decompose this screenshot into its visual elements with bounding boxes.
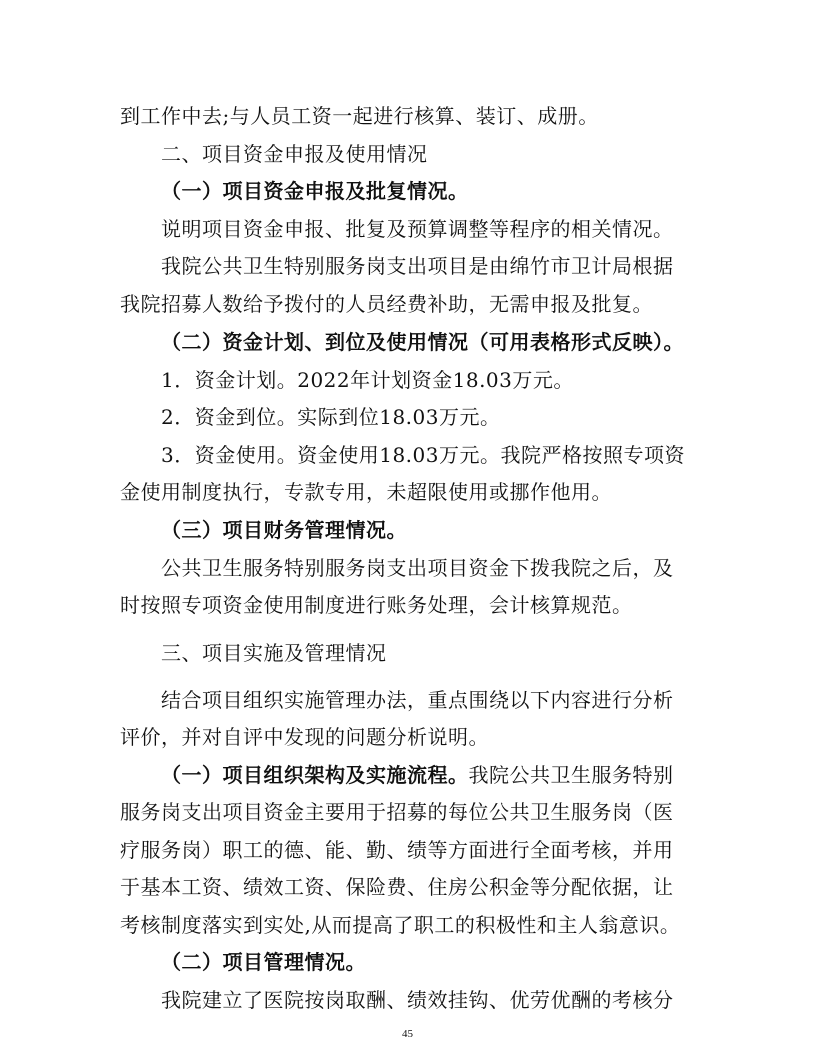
subsection-heading-4: （二）项目管理情况。	[161, 950, 366, 974]
paragraph-line: 我院招募人数给予拨付的人员经费补助，无需申报及批复。	[120, 292, 653, 316]
paragraph-line: 疗服务岗）职工的德、能、勤、绩等方面进行全面考核，并用	[120, 838, 674, 862]
subsection-heading-1: （一）项目资金申报及批复情况。	[161, 179, 469, 203]
section-heading-3: 三、项目实施及管理情况	[161, 641, 387, 665]
paragraph-line: 结合项目组织实施管理办法，重点围绕以下内容进行分析	[161, 688, 674, 712]
paragraph-line: 金使用制度执行，专款专用，未超限使用或挪作他用。	[120, 480, 612, 504]
paragraph-line: 服务岗支出项目资金主要用于招募的每位公共卫生服务岗（医	[120, 800, 674, 824]
paragraph-line: 到工作中去;与人员工资一起进行核算、装订、成册。	[120, 104, 599, 128]
paragraph-line: 我院公共卫生特别服务岗支出项目是由绵竹市卫计局根据	[161, 254, 674, 278]
paragraph-line: 3．资金使用。资金使用18.03万元。我院严格按照专项资	[161, 443, 685, 467]
paragraph-line: 考核制度落实到实处,从而提高了职工的积极性和主人翁意识。	[120, 913, 681, 937]
inline-heading: （一）项目组织架构及实施流程。	[161, 763, 469, 787]
paragraph-line: 我院建立了医院按岗取酬、绩效挂钩、优劳优酬的考核分	[161, 988, 674, 1012]
subsection-heading-3: （三）项目财务管理情况。	[161, 518, 407, 542]
paragraph-line-mixed	[161, 763, 701, 787]
page-number: 45	[402, 1028, 413, 1040]
paragraph-line: 说明项目资金申报、批复及预算调整等程序的相关情况。	[161, 217, 674, 241]
paragraph-line: 于基本工资、绩效工资、保险费、住房公积金等分配依据，让	[120, 875, 674, 899]
paragraph-line: 1．资金计划。2022年计划资金18.03万元。	[161, 368, 574, 392]
inline-text: 我院公共卫生服务特别	[468, 763, 674, 787]
section-heading-2: 二、项目资金申报及使用情况	[161, 142, 428, 166]
paragraph-line: 2．资金到位。实际到位18.03万元。	[161, 405, 501, 429]
paragraph-line: 公共卫生服务特别服务岗支出项目资金下拨我院之后，及	[161, 556, 674, 580]
paragraph-line: 时按照专项资金使用制度进行账务处理，会计核算规范。	[120, 593, 633, 617]
subsection-heading-2: （二）资金计划、到位及使用情况（可用表格形式反映）。	[161, 330, 684, 354]
paragraph-line: 评价，并对自评中发现的问题分析说明。	[120, 725, 489, 749]
